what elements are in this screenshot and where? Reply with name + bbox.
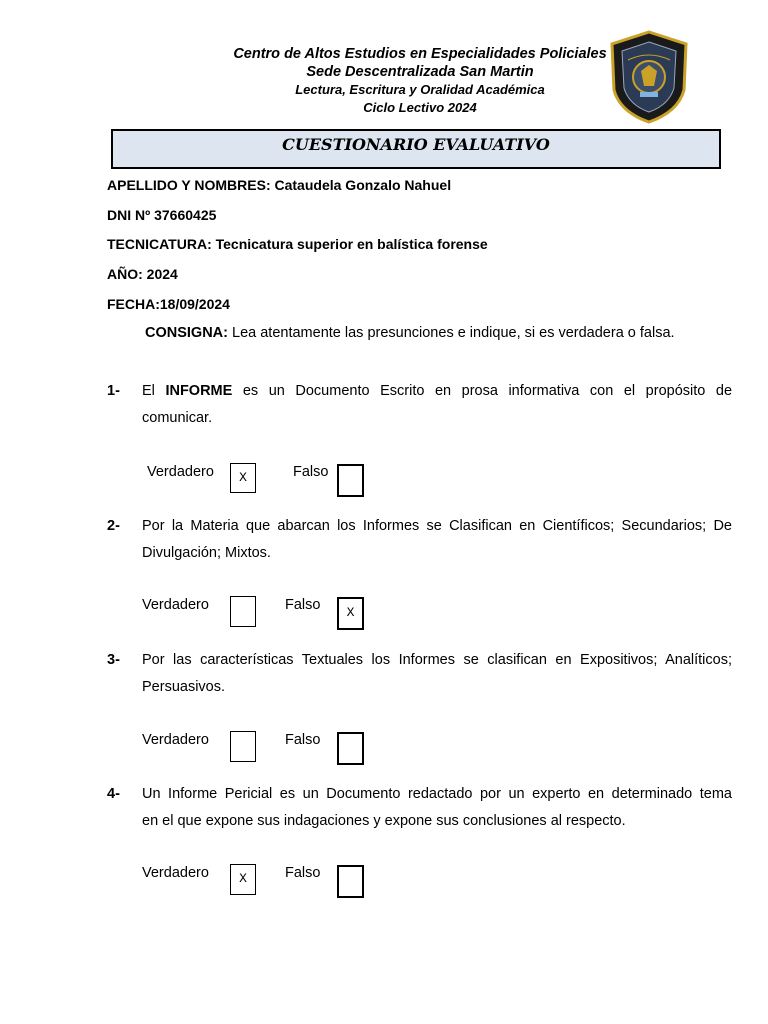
question-3-false-checkbox[interactable]: [337, 732, 364, 765]
question-3-number: 3-: [107, 652, 120, 668]
question-4-text: [142, 781, 732, 835]
question-2-text: [142, 513, 732, 567]
question-1-pre: El: [142, 383, 166, 399]
question-2-false-label: Falso: [285, 597, 321, 613]
question-1-line1: [142, 378, 732, 405]
document-header: [200, 45, 640, 117]
question-1-text: [142, 378, 732, 432]
title-box: [111, 129, 721, 169]
police-academy-seal-icon: [608, 30, 690, 124]
student-dni: DNI Nº 37660425: [107, 207, 217, 223]
question-4-true-checkbox[interactable]: X: [230, 864, 256, 895]
question-1-false-checkbox[interactable]: [337, 464, 364, 497]
question-3-text: [142, 647, 732, 701]
question-4-true-label: Verdadero: [142, 865, 209, 881]
question-1-true-label: Verdadero: [147, 464, 214, 480]
question-2-line2: Divulgación; Mixtos.: [142, 545, 271, 561]
question-1-keyword: INFORME: [165, 383, 233, 399]
student-year: AÑO: 2024: [107, 266, 178, 282]
question-4-false-checkbox[interactable]: [337, 865, 364, 898]
document-title: CUESTIONARIO EVALUATIVO: [282, 135, 550, 154]
instructions-text: Lea atentamente las presunciones e indique, si es verdadera o falsa.: [227, 325, 675, 341]
question-4-line2: en el que expone sus indagaciones y expone sus conclusiones al respecto.: [142, 813, 626, 829]
question-2-number: 2-: [107, 518, 120, 534]
header-cycle: Ciclo Lectivo 2024: [363, 100, 477, 115]
question-3-true-checkbox[interactable]: [230, 731, 256, 762]
student-tecnicatura: TECNICATURA: Tecnicatura superior en balística forense: [107, 236, 488, 252]
question-1-number: 1-: [107, 383, 120, 399]
question-2-true-checkbox[interactable]: [230, 596, 256, 627]
instructions-label: CONSIGNA:: [145, 325, 228, 341]
question-1-rest: es un Documento Escrito en prosa informativa con el propósito de: [232, 383, 733, 399]
question-3-line1: Por las características Textuales los Informes se clasifican en Expositivos; Analíticos;: [142, 652, 732, 668]
question-4-false-label: Falso: [285, 865, 321, 881]
student-name: APELLIDO Y NOMBRES: Cataudela Gonzalo Nahuel: [107, 177, 452, 193]
header-sede: Sede Descentralizada San Martin: [306, 64, 534, 80]
question-1-false-label: Falso: [293, 464, 329, 480]
question-3-true-label: Verdadero: [142, 732, 209, 748]
exam-date: FECHA:18/09/2024: [107, 296, 230, 312]
question-4-number: 4-: [107, 786, 120, 802]
question-2-true-label: Verdadero: [142, 597, 209, 613]
question-3-line2: Persuasivos.: [142, 679, 226, 695]
header-institution: Centro de Altos Estudios en Especialidades Policiales: [233, 46, 607, 62]
instructions: [145, 325, 675, 341]
question-1-true-checkbox[interactable]: X: [230, 463, 256, 493]
question-2-line1: Por la Materia que abarcan los Informes se Clasifican en Científicos; Secundarios; De: [142, 518, 732, 534]
question-4-line1: Un Informe Pericial es un Documento redactado por un experto en determinado tema: [142, 786, 732, 802]
question-1-line2: comunicar.: [142, 410, 213, 426]
question-2-false-checkbox[interactable]: X: [337, 597, 364, 630]
header-course: Lectura, Escritura y Oralidad Académica: [295, 82, 545, 97]
question-3-false-label: Falso: [285, 732, 321, 748]
